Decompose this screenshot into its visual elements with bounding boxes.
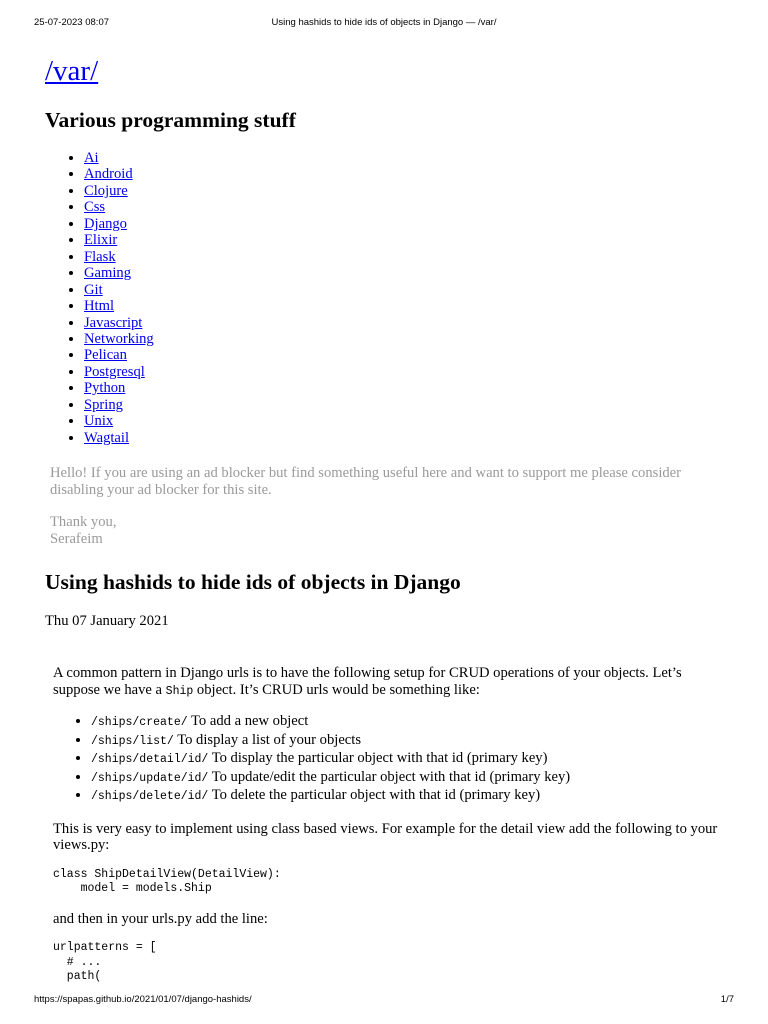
urls-paragraph: and then in your urls.py add the line:	[53, 910, 268, 927]
category-link-clojure[interactable]: Clojure	[84, 182, 128, 199]
code-line: urlpatterns = [	[53, 941, 157, 954]
print-datetime: 25-07-2023 08:07	[34, 17, 110, 28]
list-item	[91, 750, 723, 769]
code-line: # ...	[53, 955, 102, 969]
category-link-javascript[interactable]: Javascript	[84, 314, 143, 331]
category-link-git[interactable]: Git	[84, 281, 103, 298]
category-link-unix[interactable]: Unix	[84, 413, 114, 430]
category-link-postgresql[interactable]: Postgresql	[84, 363, 145, 380]
url-code: /ships/update/id/	[91, 771, 209, 785]
category-item	[84, 183, 154, 199]
adblock-note-thanks: Thank you,	[50, 514, 117, 530]
category-link-css[interactable]: Css	[84, 199, 106, 216]
category-link-wagtail[interactable]: Wagtail	[84, 429, 130, 446]
print-header	[34, 17, 734, 31]
article-body	[53, 665, 723, 985]
inline-code-ship: Ship	[165, 684, 194, 698]
print-url: https://spapas.github.io/2021/01/07/django-hashids/	[34, 994, 252, 1005]
print-doc-title: Using hashids to hide ids of objects in Django — /var/	[271, 17, 497, 28]
category-item	[84, 331, 154, 347]
url-code: /ships/list/	[91, 734, 174, 748]
code-line: model = models.Ship	[53, 882, 212, 895]
category-link-networking[interactable]: Networking	[84, 330, 154, 347]
category-list	[45, 150, 154, 446]
code-line: path(	[53, 970, 102, 983]
category-link-elixir[interactable]: Elixir	[84, 232, 118, 249]
category-item	[84, 347, 154, 363]
url-code: /ships/delete/id/	[91, 790, 209, 803]
list-item	[91, 787, 723, 806]
category-item	[84, 380, 154, 396]
category-item	[84, 298, 154, 314]
intro-text-1: A common pattern in Django urls is to have the following setup for CRUD operations of your objects. Let’s suppose we have a	[53, 665, 682, 698]
adblock-note-author: Serafeim	[50, 530, 103, 547]
crud-url-list	[53, 713, 723, 806]
url-description: To display the particular object with that id (primary key)	[208, 750, 548, 766]
code-line: class ShipDetailView(DetailView):	[53, 867, 281, 881]
category-link-django[interactable]: Django	[84, 215, 127, 232]
category-item	[84, 282, 154, 298]
print-page-number: 1/7	[720, 994, 734, 1005]
list-item	[91, 732, 723, 751]
url-description: To display a list of your objects	[173, 731, 362, 748]
url-description: To update/edit the particular object with that id (primary key)	[208, 768, 571, 785]
category-item	[84, 232, 154, 248]
category-link-html[interactable]: Html	[84, 298, 114, 315]
category-link-ai[interactable]: Ai	[84, 150, 99, 166]
adblock-note-text: Hello! If you are using an ad blocker but find something useful here and want to support me please consider disabling your ad blocker for this site.	[50, 465, 682, 498]
print-footer	[34, 994, 734, 1008]
category-link-spring[interactable]: Spring	[84, 396, 123, 413]
code-block-views	[53, 868, 723, 897]
category-item	[84, 265, 154, 281]
category-item	[84, 199, 154, 215]
category-item	[84, 430, 154, 446]
adblock-note	[50, 465, 710, 547]
category-item	[84, 249, 154, 265]
site-title-link[interactable]: /var/	[45, 55, 99, 87]
category-item	[84, 150, 154, 166]
code-block-urls	[53, 941, 723, 985]
site-title	[45, 52, 98, 90]
site-subtitle: Various programming stuff	[45, 108, 296, 132]
category-link-pelican[interactable]: Pelican	[84, 347, 127, 364]
category-item	[84, 315, 154, 331]
views-paragraph: This is very easy to implement using class based views. For example for the detail view add the following to your views.py:	[53, 820, 718, 853]
category-link-python[interactable]: Python	[84, 380, 126, 397]
url-code: /ships/detail/id/	[91, 753, 209, 766]
category-item	[84, 413, 154, 429]
post-title: Using hashids to hide ids of objects in Django	[45, 570, 461, 594]
list-item	[91, 769, 723, 788]
url-description: To delete the particular object with that id (primary key)	[208, 787, 541, 803]
category-link-android[interactable]: Android	[84, 166, 133, 183]
post-date: Thu 07 January 2021	[45, 613, 169, 629]
category-link-gaming[interactable]: Gaming	[84, 265, 132, 282]
intro-paragraph	[53, 665, 723, 700]
category-item	[84, 364, 154, 380]
category-item	[84, 166, 154, 182]
category-item	[84, 216, 154, 232]
intro-text-2: object. It’s CRUD urls would be something like:	[193, 681, 480, 698]
list-item	[91, 713, 723, 732]
url-code: /ships/create/	[91, 716, 188, 729]
url-description: To add a new object	[187, 713, 309, 729]
category-link-flask[interactable]: Flask	[84, 248, 116, 265]
category-item	[84, 397, 154, 413]
